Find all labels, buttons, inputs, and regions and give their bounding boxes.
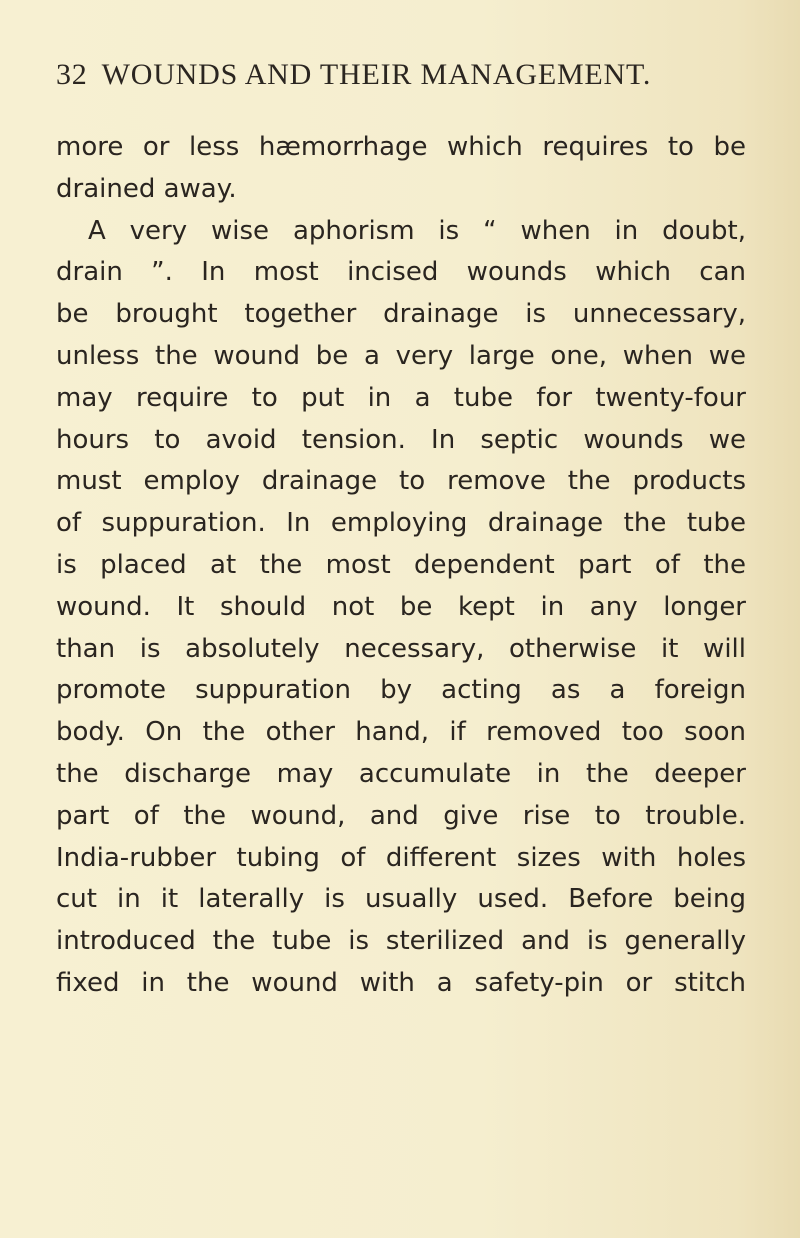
text-line: hours to avoid tension. In septic wounds we [56, 424, 746, 455]
text-line: the discharge may accumulate in the deeper [56, 758, 746, 789]
text-line: A very wise aphorism is “ when in doubt, [88, 215, 746, 246]
text-line: cut in it laterally is usually used. Before being [56, 884, 746, 915]
text-line: body. On the other hand, if removed too soon [56, 717, 746, 748]
text-line: India-rubber tubing of different sizes with holes [56, 842, 746, 873]
text-line: part of the wound, and give rise to trouble. [56, 800, 746, 831]
text-line: is placed at the most dependent part of the [56, 549, 746, 580]
text-line: than is absolutely necessary, otherwise it will [56, 633, 746, 664]
text-line: wound. It should not be kept in any longer [56, 591, 746, 622]
text-line: introduced the tube is sterilized and is generally [56, 926, 746, 957]
running-header [56, 58, 756, 92]
body-text [56, 127, 746, 1005]
text-line: drained away. [56, 173, 237, 204]
text-line: may require to put in a tube for twenty-four [56, 382, 746, 413]
text-line: unless the wound be a very large one, when we [56, 340, 746, 371]
text-line: promote suppuration by acting as a foreign [56, 675, 746, 706]
text-line: be brought together drainage is unnecessary, [56, 299, 746, 330]
text-line: must employ drainage to remove the products [56, 466, 746, 497]
page-number: 32 [56, 58, 88, 91]
text-line: fixed in the wound with a safety-pin or stitch [56, 967, 746, 998]
text-line: more or less hæmorrhage which requires to be [56, 132, 746, 162]
text-line: drain ”. In most incised wounds which can [56, 257, 746, 288]
text-line: of suppuration. In employing drainage the tube [56, 508, 746, 539]
running-title: WOUNDS AND THEIR MANAGEMENT. [101, 58, 652, 91]
